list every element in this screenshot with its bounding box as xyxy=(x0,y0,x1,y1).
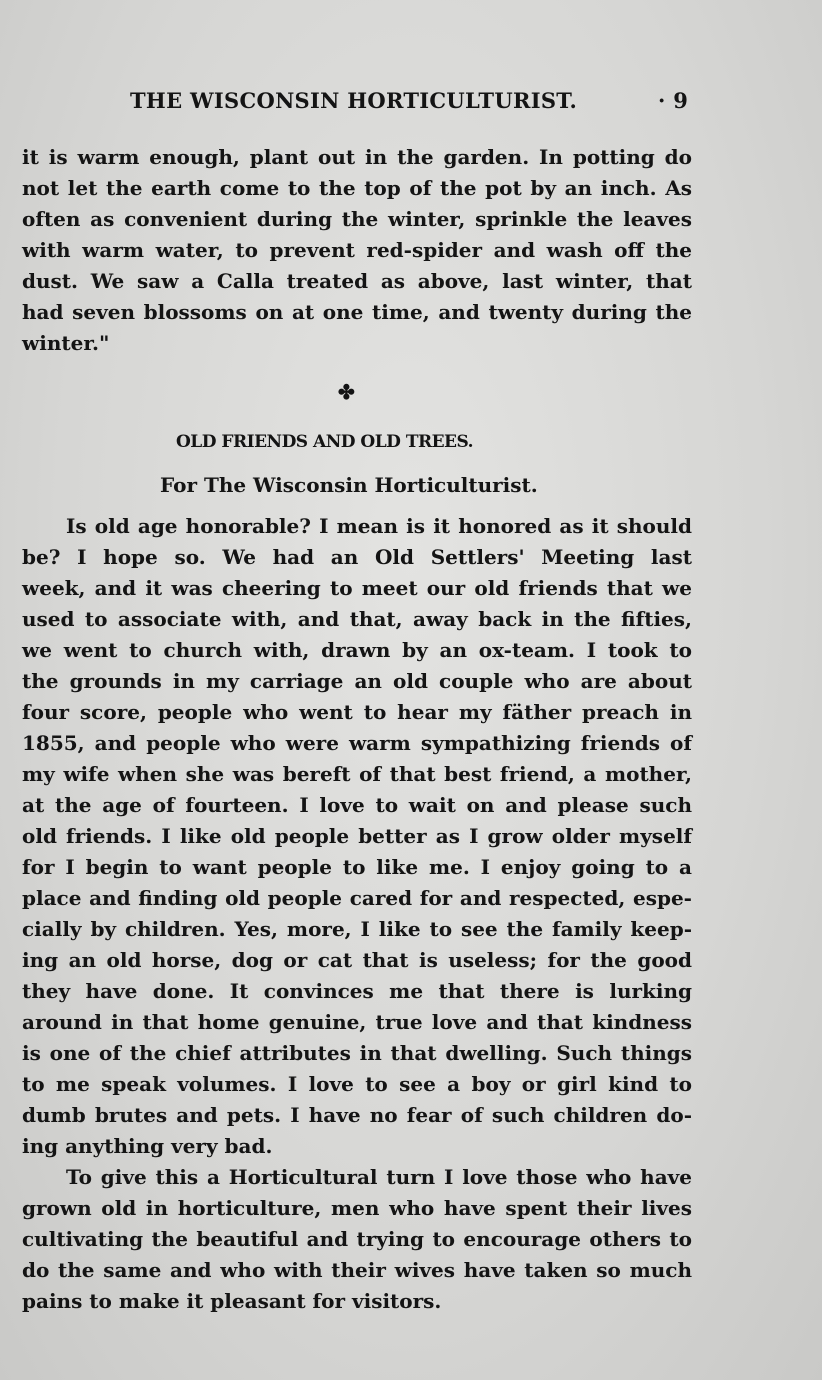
article-title: OLD FRIENDS AND OLD TREES. xyxy=(176,432,474,452)
article-paragraph-2 xyxy=(22,1162,692,1317)
text-line: often as convenient during the winter, sprinkle the leaves xyxy=(22,207,692,231)
text-line: old friends. I like old people better as I grow older myself xyxy=(22,824,692,848)
text-line: cultivating the beautiful and trying to encourage others to xyxy=(22,1227,692,1251)
text-line: used to associate with, and that, away back in the fifties, xyxy=(22,607,692,631)
text-line: around in that home genuine, true love and that kindness xyxy=(22,1010,692,1034)
page-number: · 9 xyxy=(658,88,689,113)
article-paragraph-1 xyxy=(22,511,692,1162)
text-line: winter." xyxy=(22,331,110,355)
text-line: my wife when she was bereft of that best friend, a mother, xyxy=(22,762,692,786)
text-line: the grounds in my carriage an old couple who are about xyxy=(22,669,692,693)
text-line: dumb brutes and pets. I have no fear of such children do- xyxy=(22,1103,692,1127)
text-line: grown old in horticulture, men who have spent their lives xyxy=(22,1196,692,1220)
text-line: had seven blossoms on at one time, and twenty during the xyxy=(22,300,692,324)
text-line: they have done. It convinces me that there is lurking xyxy=(22,979,692,1003)
running-head-title: THE WISCONSIN HORTICULTURIST. xyxy=(130,88,578,113)
text-line: 1855, and people who were warm sympathizing friends of xyxy=(22,731,692,755)
text-line: Is old age honorable? I mean is it honored as it should xyxy=(66,514,692,538)
text-line: for I begin to want people to like me. I enjoy going to a xyxy=(22,855,692,879)
text-line: be? I hope so. We had an Old Settlers' Meeting last xyxy=(22,545,692,569)
text-line: ing anything very bad. xyxy=(22,1134,273,1158)
text-line: do the same and who with their wives have taken so much xyxy=(22,1258,692,1282)
text-line: we went to church with, drawn by an ox-team. I took to xyxy=(22,638,692,662)
text-line: dust. We saw a Calla treated as above, last winter, that xyxy=(22,269,692,293)
text-line: at the age of fourteen. I love to wait on and please such xyxy=(22,793,692,817)
section-ornament-icon: ✤ xyxy=(338,380,355,404)
text-line: place and finding old people cared for and respected, espe- xyxy=(22,886,692,910)
text-line: four score, people who went to hear my fäther preach in xyxy=(22,700,692,724)
text-line: cially by children. Yes, more, I like to see the family keep- xyxy=(22,917,692,941)
text-line: with warm water, to prevent red-spider and wash off the xyxy=(22,238,692,262)
text-line: to me speak volumes. I love to see a boy or girl kind to xyxy=(22,1072,692,1096)
text-line: pains to make it pleasant for visitors. xyxy=(22,1289,442,1313)
text-line: is one of the chief attributes in that dwelling. Such things xyxy=(22,1041,692,1065)
text-line: To give this a Horticultural turn I love those who have xyxy=(66,1165,692,1189)
text-line: ing an old horse, dog or cat that is useless; for the good xyxy=(22,948,692,972)
continuation-paragraph xyxy=(22,142,692,359)
article-byline: For The Wisconsin Horticulturist. xyxy=(160,473,538,497)
text-line: it is warm enough, plant out in the garden. In potting do xyxy=(22,145,692,169)
text-line: week, and it was cheering to meet our old friends that we xyxy=(22,576,692,600)
text-line: not let the earth come to the top of the pot by an inch. As xyxy=(22,176,692,200)
